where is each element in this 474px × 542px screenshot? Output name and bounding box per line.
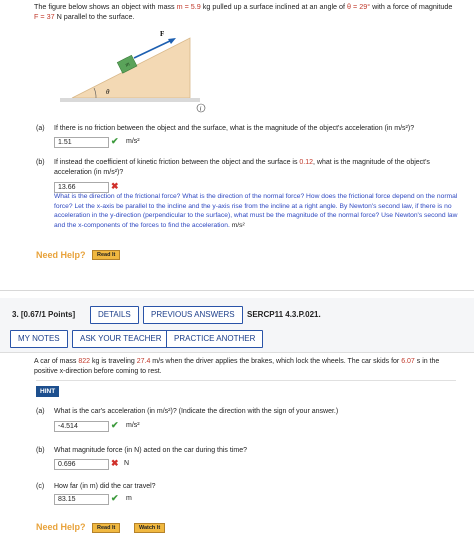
incorrect-x-icon: ✖ — [111, 181, 119, 191]
part-a-unit: m/s² — [126, 138, 140, 145]
angle-value: θ = 29° — [347, 2, 371, 11]
watch-it-button[interactable]: Watch It — [134, 523, 165, 533]
angle-label: θ — [106, 88, 110, 96]
p3-part-a-answer-input[interactable]: -4.514 — [54, 421, 109, 432]
need-help-label: Need Help? — [36, 250, 86, 260]
p3-part-a-question: What is the car's acceleration (in m/s²)? (Indicate the direction with the sign of your answer.) — [54, 408, 339, 415]
intro-text: with a force of magnitude — [370, 2, 453, 11]
feedback-text: What is the direction of the frictional force? What is the direction of the normal force? How does the frictional force depend on the normal force? Let the x-axis be parallel to the incline and the y-axis rise from the incline at a right angle. By Newton's second law, if there is no acceleration in the y-direction (perpendicular to the surface), what must be the magnitude of the normal force? Use Newton's second law and the x-components of the forces to find the acceleration. — [54, 193, 458, 229]
intro-text: m/s when the driver applies the brakes, which lock the wheels. The car skids for — [150, 358, 402, 365]
p3-part-b-letter: (b) — [36, 447, 45, 454]
p3-part-a-letter: (a) — [36, 408, 45, 415]
problem-2-intro — [34, 2, 454, 22]
read-it-button[interactable]: Read It — [92, 523, 120, 533]
ground — [60, 98, 200, 102]
divider — [36, 380, 456, 381]
part-b-answer-input[interactable]: 13.66 — [54, 182, 109, 193]
part-b-letter: (b) — [36, 159, 45, 166]
part-b-question — [54, 158, 454, 178]
p3-part-c-answer-input[interactable]: 83.15 — [54, 494, 109, 505]
read-it-button[interactable]: Read It — [92, 250, 120, 260]
my-notes-button[interactable]: MY NOTES — [10, 330, 68, 348]
part-a-letter: (a) — [36, 125, 45, 132]
part-a-answer-input[interactable]: 1.51 — [54, 137, 109, 148]
question-text: , what is the magnitude of the object's acceleration (in m/s²)? — [54, 159, 430, 176]
correct-check-icon: ✔ — [111, 493, 119, 503]
intro-text: kg pulled up a surface inclined at an angle of — [200, 2, 348, 11]
force-value: F = 37 — [34, 12, 55, 21]
correct-check-icon: ✔ — [111, 136, 119, 146]
p3-part-b-answer-input[interactable]: 0.696 — [54, 459, 109, 470]
part-a-question: If there is no friction between the object and the surface, what is the magnitude of the object's acceleration (in m/s²)? — [54, 125, 415, 132]
problem-3-number: 3. [0.67/1 Points] — [12, 310, 76, 319]
force-label: F — [160, 30, 165, 38]
incorrect-x-icon: ✖ — [111, 458, 119, 468]
details-button[interactable]: DETAILS — [90, 306, 139, 324]
previous-answers-button[interactable]: PREVIOUS ANSWERS — [143, 306, 243, 324]
correct-check-icon: ✔ — [111, 420, 119, 430]
intro-text: kg is traveling — [90, 358, 137, 365]
hint-button[interactable]: HINT — [36, 386, 59, 397]
p3-part-b-unit: N — [124, 460, 130, 467]
p3-part-a-unit: m/s² — [126, 422, 140, 429]
p3-part-c-question: How far (in m) did the car travel? — [54, 483, 156, 490]
p3-part-c-unit: m — [126, 495, 132, 502]
friction-coefficient: 0.12 — [299, 159, 314, 166]
intro-text: A car of mass — [34, 358, 79, 365]
intro-text: The figure below shows an object with mass — [34, 2, 177, 11]
info-icon-glyph: i — [199, 106, 202, 113]
car-mass: 822 — [78, 358, 91, 365]
feedback-unit: m/s² — [231, 221, 245, 229]
problem-code: SERCP11 4.3.P.021. — [247, 310, 321, 319]
incline-figure — [60, 28, 260, 118]
practice-another-button[interactable]: PRACTICE ANOTHER — [166, 330, 263, 348]
skid-time: 6.07 — [401, 358, 415, 365]
problem-3-intro — [34, 357, 446, 377]
ask-your-teacher-button[interactable]: ASK YOUR TEACHER — [72, 330, 170, 348]
car-speed: 27.4 — [136, 358, 151, 365]
mass-label: m — [124, 61, 131, 69]
p3-part-b-question: What magnitude force (in N) acted on the car during this time? — [54, 447, 247, 454]
question-text: If instead the coefficient of kinetic friction between the object and the surface is — [54, 159, 300, 166]
intro-text: s in the positive x-direction before coming to rest. — [34, 358, 440, 375]
part-b-feedback — [54, 192, 458, 230]
p3-part-c-letter: (c) — [36, 483, 45, 490]
intro-text: N parallel to the surface. — [54, 12, 135, 21]
problem-3-header — [0, 298, 474, 353]
need-help-label: Need Help? — [36, 522, 86, 532]
mass-value: m = 5.9 — [176, 2, 201, 11]
